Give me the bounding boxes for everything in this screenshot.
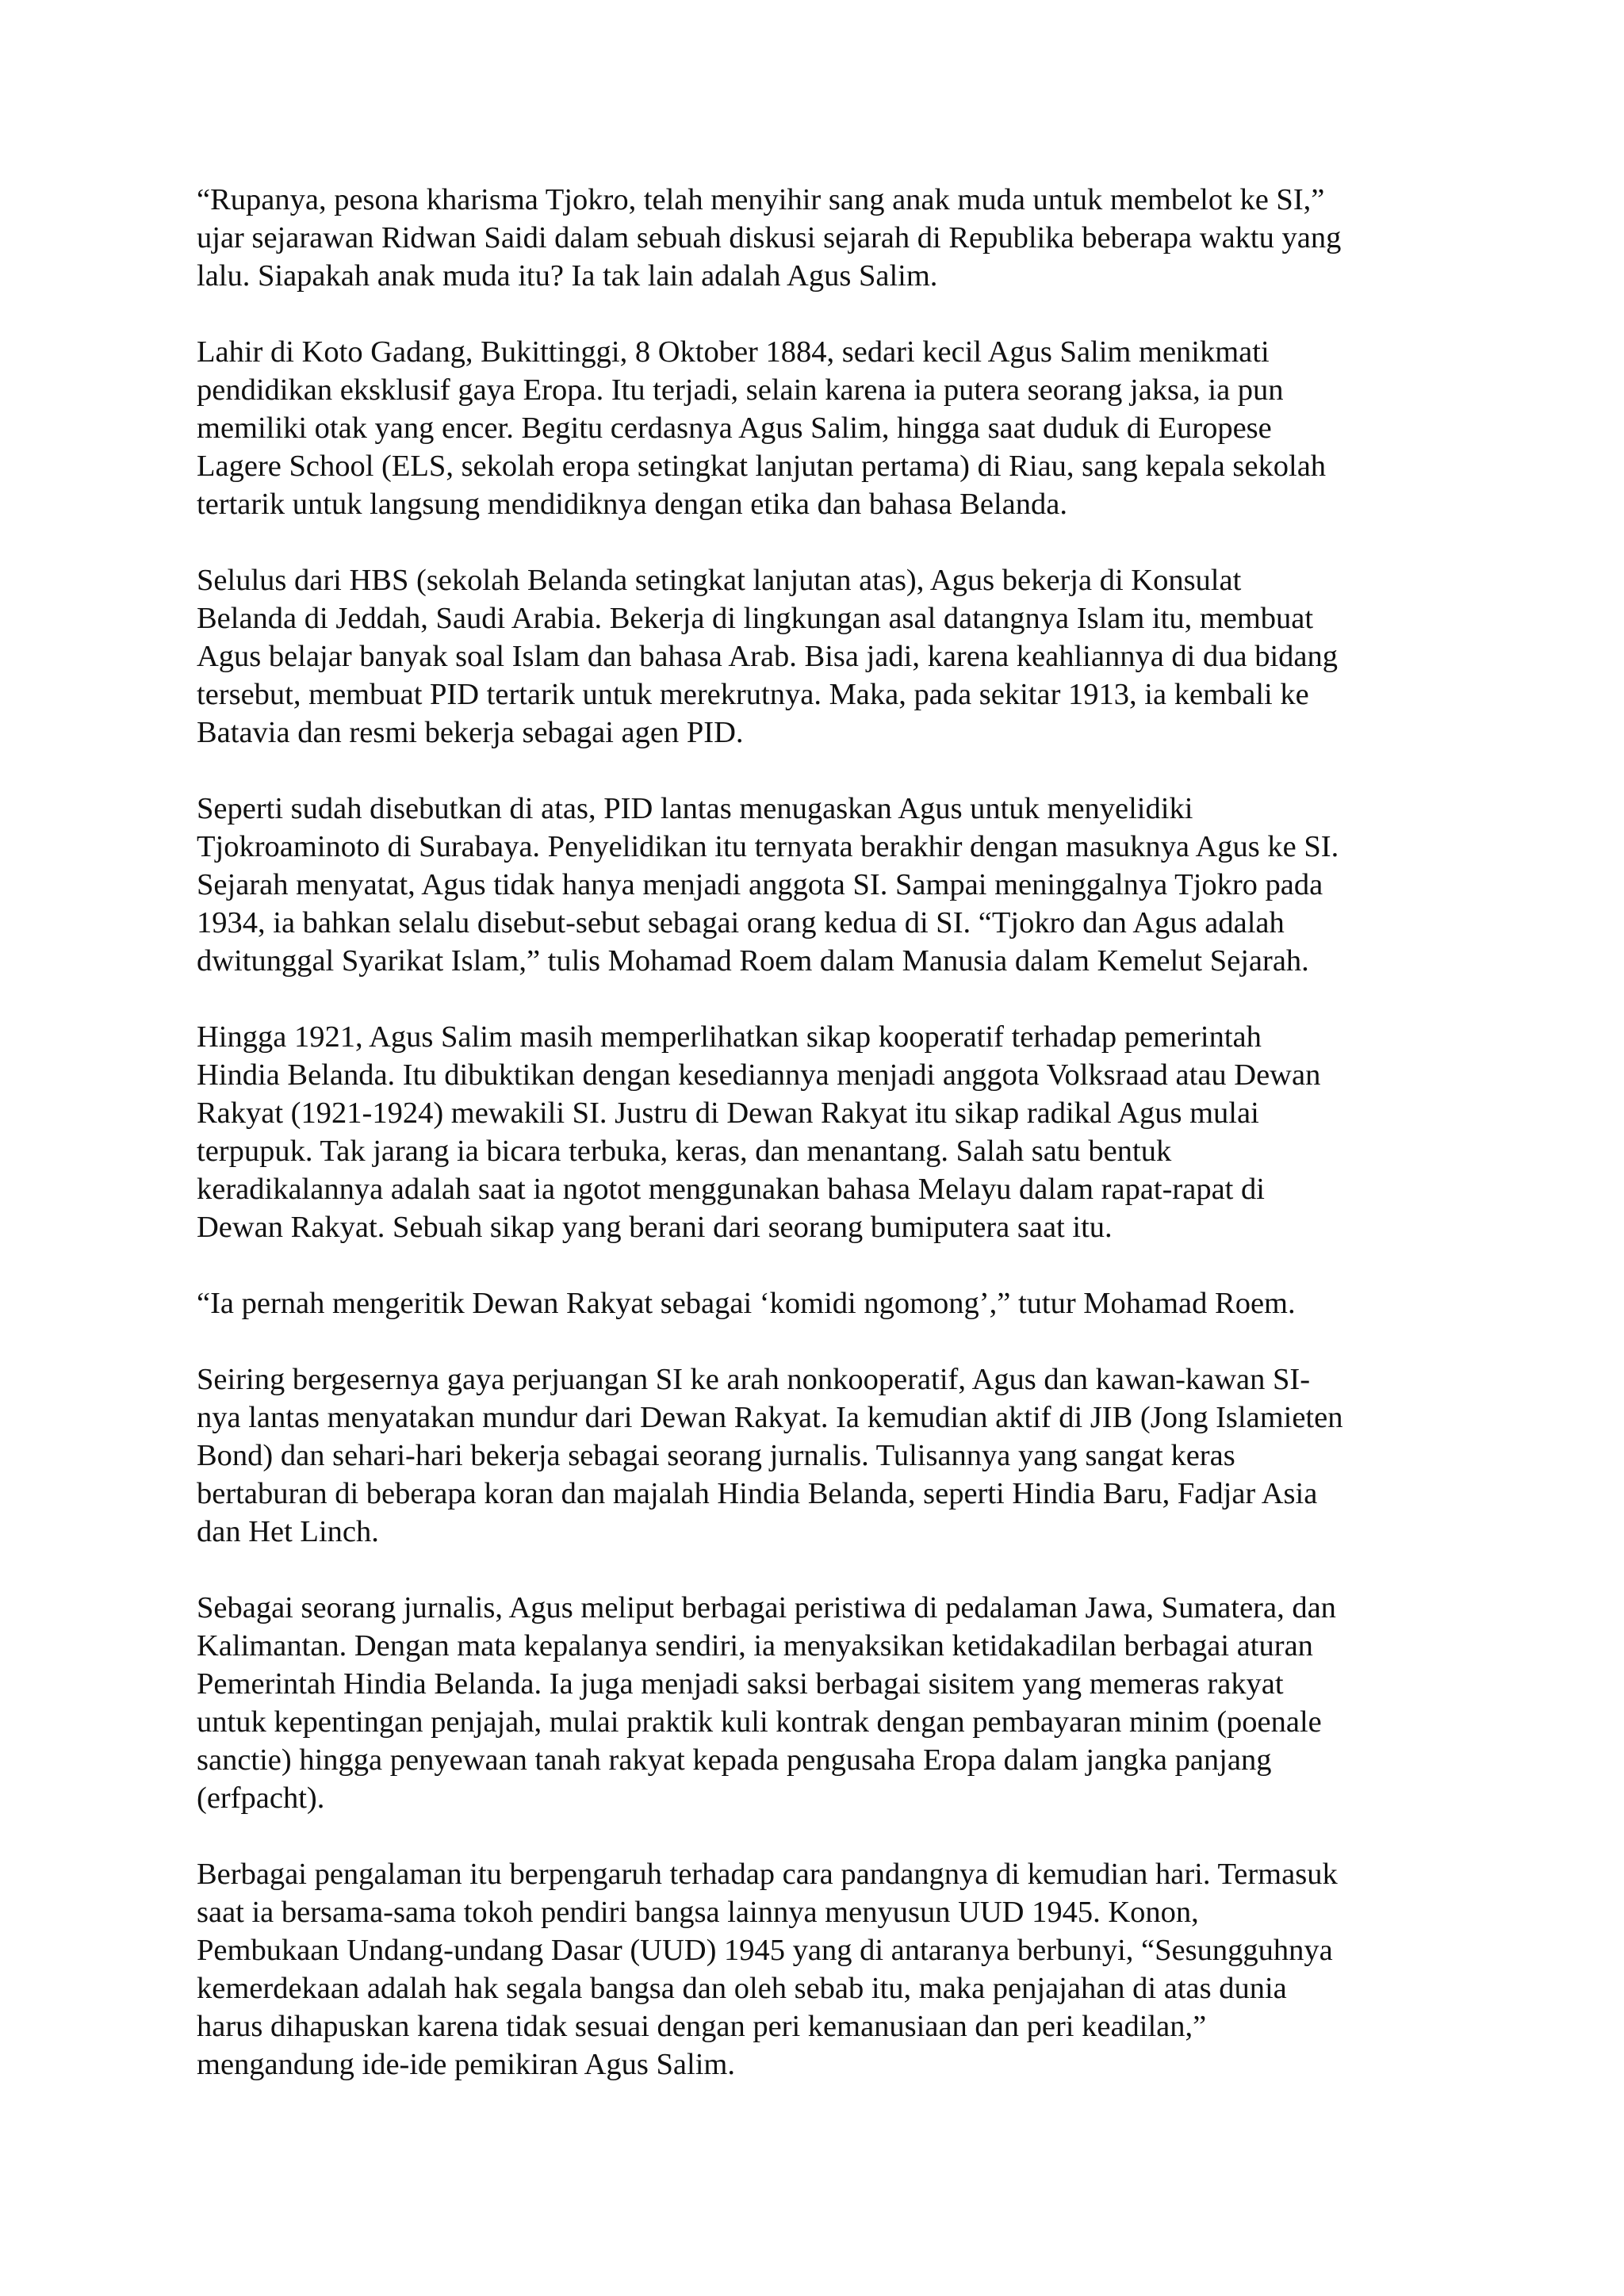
text-line: kemerdekaan adalah hak segala bangsa dan oleh sebab itu, maka penjajahan di atas dunia bbox=[197, 1972, 1287, 2005]
text-line: Berbagai pengalaman itu berpengaruh terhadap cara pandangnya di kemudian hari. Termasuk bbox=[197, 1858, 1338, 1891]
text-line: Agus belajar banyak soal Islam dan bahasa Arab. Bisa jadi, karena keahliannya di dua bidang bbox=[197, 640, 1338, 673]
text-line: dwitunggal Syarikat Islam,” tulis Mohamad Roem dalam Manusia dalam Kemelut Sejarah. bbox=[197, 944, 1309, 978]
text-line: bertaburan di beberapa koran dan majalah Hindia Belanda, seperti Hindia Baru, Fadjar Asia bbox=[197, 1477, 1318, 1510]
paragraph-2 bbox=[197, 333, 1450, 523]
text-line: sanctie) hingga penyewaan tanah rakyat kepada pengusaha Eropa dalam jangka panjang bbox=[197, 1743, 1272, 1777]
text-line: memiliki otak yang encer. Begitu cerdasnya Agus Salim, hingga saat duduk di Europese bbox=[197, 411, 1272, 445]
text-line: Rakyat (1921-1924) mewakili SI. Justru di Dewan Rakyat itu sikap radikal Agus mulai bbox=[197, 1096, 1259, 1130]
text-line: ujar sejarawan Ridwan Saidi dalam sebuah diskusi sejarah di Republika beberapa waktu yang bbox=[197, 221, 1342, 254]
text-line: terpupuk. Tak jarang ia bicara terbuka, keras, dan menantang. Salah satu bentuk bbox=[197, 1135, 1172, 1168]
text-line: Kalimantan. Dengan mata kepalanya sendiri, ia menyaksikan ketidakadilan berbagai aturan bbox=[197, 1629, 1313, 1663]
text-line: Lahir di Koto Gadang, Bukittinggi, 8 Oktober 1884, sedari kecil Agus Salim menikmati bbox=[197, 335, 1270, 369]
text-line: Pemerintah Hindia Belanda. Ia juga menjadi saksi berbagai sisitem yang memeras rakyat bbox=[197, 1667, 1284, 1701]
text-line: tersebut, membuat PID tertarik untuk merekrutnya. Maka, pada sekitar 1913, ia kembali ke bbox=[197, 678, 1309, 711]
text-line: “Rupanya, pesona kharisma Tjokro, telah menyihir sang anak muda untuk membelot ke SI,” bbox=[197, 183, 1325, 216]
text-line: dan Het Linch. bbox=[197, 1515, 379, 1548]
text-line: Hingga 1921, Agus Salim masih memperlihatkan sikap kooperatif terhadap pemerintah bbox=[197, 1020, 1262, 1054]
text-line: lalu. Siapakah anak muda itu? Ia tak lain adalah Agus Salim. bbox=[197, 259, 938, 293]
text-line: Bond) dan sehari-hari bekerja sebagai seorang jurnalis. Tulisannya yang sangat keras bbox=[197, 1439, 1235, 1472]
text-line: saat ia bersama-sama tokoh pendiri bangsa lainnya menyusun UUD 1945. Konon, bbox=[197, 1896, 1199, 1929]
text-line: mengandung ide-ide pemikiran Agus Salim. bbox=[197, 2048, 735, 2081]
text-line: Pembukaan Undang-undang Dasar (UUD) 1945 yang di antaranya berbunyi, “Sesungguhnya bbox=[197, 1934, 1333, 1967]
paragraph-8 bbox=[197, 1589, 1450, 1817]
text-line: Sebagai seorang jurnalis, Agus meliput berbagai peristiwa di pedalaman Jawa, Sumatera, dan bbox=[197, 1591, 1336, 1624]
text-line: “Ia pernah mengeritik Dewan Rakyat sebagai ‘komidi ngomong’,” tutur Mohamad Roem. bbox=[197, 1287, 1296, 1320]
text-line: Lagere School (ELS, sekolah eropa setingkat lanjutan pertama) di Riau, sang kepala sekolah bbox=[197, 450, 1327, 483]
text-line: harus dihapuskan karena tidak sesuai dengan peri kemanusiaan dan peri keadilan,” bbox=[197, 2010, 1207, 2043]
paragraph-7 bbox=[197, 1360, 1450, 1551]
text-line: pendidikan eksklusif gaya Eropa. Itu terjadi, selain karena ia putera seorang jaksa, ia pun bbox=[197, 373, 1284, 407]
text-line: Sejarah menyatat, Agus tidak hanya menjadi anggota SI. Sampai meninggalnya Tjokro pada bbox=[197, 868, 1323, 901]
text-line: untuk kepentingan penjajah, mulai praktik kuli kontrak dengan pembayaran minim (poenale bbox=[197, 1705, 1322, 1739]
paragraph-5 bbox=[197, 1018, 1450, 1246]
text-line: Seiring bergesernya gaya perjuangan SI ke arah nonkooperatif, Agus dan kawan-kawan SI- bbox=[197, 1363, 1311, 1396]
text-line: Batavia dan resmi bekerja sebagai agen PID. bbox=[197, 716, 744, 749]
text-line: nya lantas menyatakan mundur dari Dewan Rakyat. Ia kemudian aktif di JIB (Jong Islamieten bbox=[197, 1401, 1343, 1434]
paragraph-1 bbox=[197, 181, 1450, 295]
text-line: tertarik untuk langsung mendidiknya dengan etika dan bahasa Belanda. bbox=[197, 488, 1067, 521]
text-line: Belanda di Jeddah, Saudi Arabia. Bekerja di lingkungan asal datangnya Islam itu, membuat bbox=[197, 602, 1314, 635]
paragraph-9 bbox=[197, 1855, 1450, 2084]
paragraph-4 bbox=[197, 790, 1450, 980]
document-body bbox=[197, 181, 1450, 2122]
text-line: Seperti sudah disebutkan di atas, PID lantas menugaskan Agus untuk menyelidiki bbox=[197, 792, 1193, 825]
paragraph-3 bbox=[197, 561, 1450, 752]
text-line: Hindia Belanda. Itu dibuktikan dengan kesediannya menjadi anggota Volksraad atau Dewan bbox=[197, 1058, 1321, 1092]
text-line: Tjokroaminoto di Surabaya. Penyelidikan itu ternyata berakhir dengan masuknya Agus ke SI. bbox=[197, 830, 1339, 863]
text-line: Dewan Rakyat. Sebuah sikap yang berani dari seorang bumiputera saat itu. bbox=[197, 1211, 1113, 1244]
text-line: Selulus dari HBS (sekolah Belanda setingkat lanjutan atas), Agus bekerja di Konsulat bbox=[197, 564, 1242, 597]
paragraph-6 bbox=[197, 1284, 1450, 1322]
text-line: 1934, ia bahkan selalu disebut-sebut sebagai orang kedua di SI. “Tjokro dan Agus adalah bbox=[197, 906, 1285, 939]
text-line: (erfpacht). bbox=[197, 1781, 325, 1815]
text-line: keradikalannya adalah saat ia ngotot menggunakan bahasa Melayu dalam rapat-rapat di bbox=[197, 1173, 1265, 1206]
